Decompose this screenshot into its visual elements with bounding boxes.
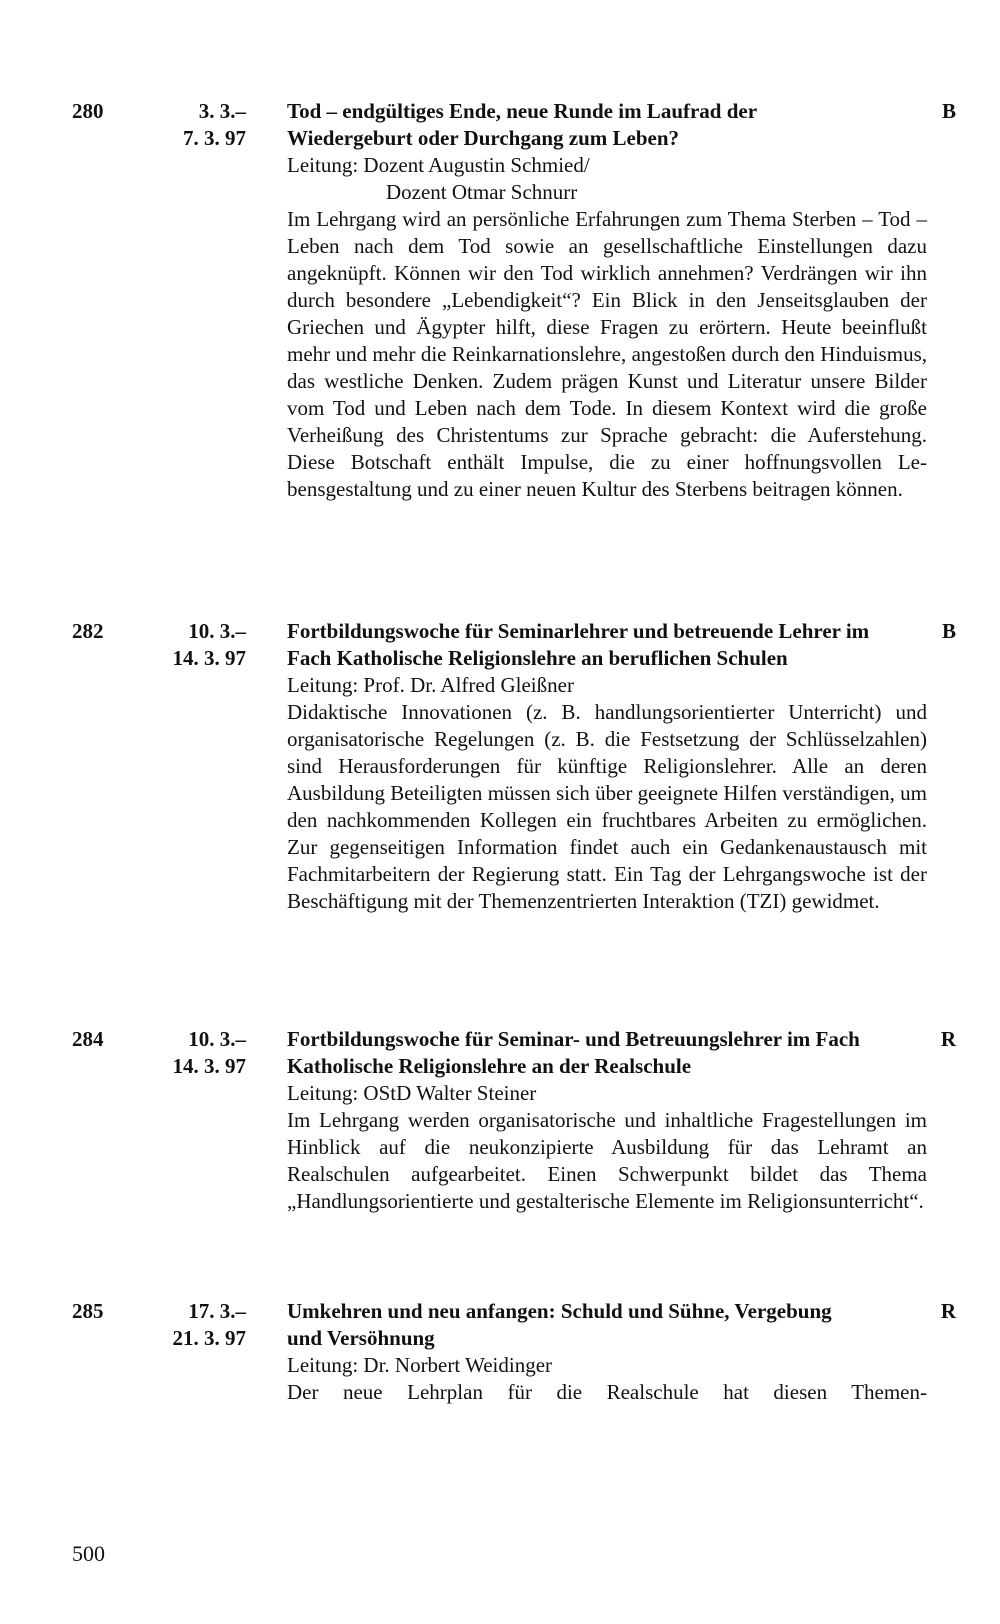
course-content (287, 1026, 927, 1215)
course-description: Didaktische Innovationen (z. B. handlungsorientierter Unterricht) und organisatorische Regelungen (z. B. die Festsetzung der Schlüsselzahlen) sind Herausforderungen für künftige Religionslehrer. Alle an deren Ausbildung Beteiligten müssen sich über geeignete Hilfen verständigen, um den nachkommenden Kollegen ein fruchtbares Arbeiten zu ermöglichen. Zur gegenseitigen Information findet auch ein Gedankenaustausch mit Fachmitarbeitern der Regierung statt. Ein Tag der Lehrgangswoche ist der Beschäftigung mit der Themenzentrierten Interaktion (TZI) gewidmet. (287, 700, 927, 913)
course-number: 285 (72, 1299, 104, 1323)
course-description: Im Lehrgang werden organisatorische und inhaltliche Fragestellungen im Hinblick auf die neukonzipierte Ausbildung für das Lehramt an Realschulen aufgearbeitet. Einen Schwerpunkt bildet das Thema „Handlungsorientierte und gestalterische Elemente im Religionsunterricht“. (287, 1108, 927, 1213)
course-number: 284 (72, 1027, 104, 1051)
course-content (287, 618, 927, 915)
date-end: 7. 3. 97 (183, 126, 246, 150)
school-type-code: B (941, 619, 956, 643)
date-start: 17. 3.– (188, 1299, 246, 1323)
course-number: 282 (72, 619, 104, 643)
school-type-code: R (940, 1027, 956, 1051)
course-leader: Leitung: Dozent Augustin Schmied/ (287, 153, 590, 177)
page-number: 500 (72, 1541, 105, 1566)
course-leader: Leitung: OStD Walter Steiner (287, 1081, 537, 1105)
school-type-code: B (941, 99, 956, 123)
date-end: 21. 3. 97 (172, 1326, 246, 1350)
school-type-code: R (940, 1299, 956, 1323)
course-content (287, 98, 927, 503)
course-leader: Leitung: Prof. Dr. Alfred Gleißner (287, 673, 574, 697)
course-number: 280 (72, 99, 104, 123)
course-title: Fortbildungswoche für Seminar- und Betreuungslehrer im Fach Katholische Religionslehre an der Realschule (287, 1027, 860, 1078)
course-leader-2: Dozent Otmar Schnurr (386, 180, 578, 204)
course-description: Im Lehrgang wird an persönliche Erfahrungen zum Thema Sterben – Tod – Leben nach dem Tod sowie an gesellschaftliche Einstellungen dazu angeknüpft. Können wir den Tod wirklich annehmen? Verdrängen wir ihn durch besondere „Lebendigkeit“? Ein Blick in den Jenseitsglauben der Griechen und Ägypter hilft, diese Fragen zu erörtern. Heute beeinflußt mehr und mehr die Reinkarnationslehre, angestoßen durch den Hinduismus, das westliche Denken. Zudem prägen Kunst und Literatur unsere Bilder vom Tod und Leben nach dem Tode. In diesem Kontext wird die große Verheißung des Christentums zur Sprache gebracht: die Auferstehung. Diese Botschaft enthält Impulse, die zu einer hoffnungsvollen Lebensgestaltung und zu einer neuen Kultur des Sterbens beitragen können. (287, 207, 927, 501)
course-title: Tod – endgültiges Ende, neue Runde im Laufrad der Wiedergeburt oder Durchgang zum Leben? (287, 99, 757, 150)
date-start: 10. 3.– (188, 619, 246, 643)
date-start: 10. 3.– (188, 1027, 246, 1051)
date-start: 3. 3.– (198, 99, 246, 123)
course-description: Der neue Lehrplan für die Realschule hat diesen Themen- (287, 1380, 927, 1404)
date-end: 14. 3. 97 (172, 646, 246, 670)
course-title: Fortbildungswoche für Seminarlehrer und betreuende Lehrer im Fach Katholische Religionslehre an beruflichen Schulen (287, 619, 870, 670)
course-title: Umkehren und neu anfangen: Schuld und Sühne, Vergebung und Versöhnung (287, 1299, 832, 1350)
date-end: 14. 3. 97 (172, 1054, 246, 1078)
course-leader: Leitung: Dr. Norbert Weidinger (287, 1353, 553, 1377)
course-content (287, 1298, 927, 1406)
